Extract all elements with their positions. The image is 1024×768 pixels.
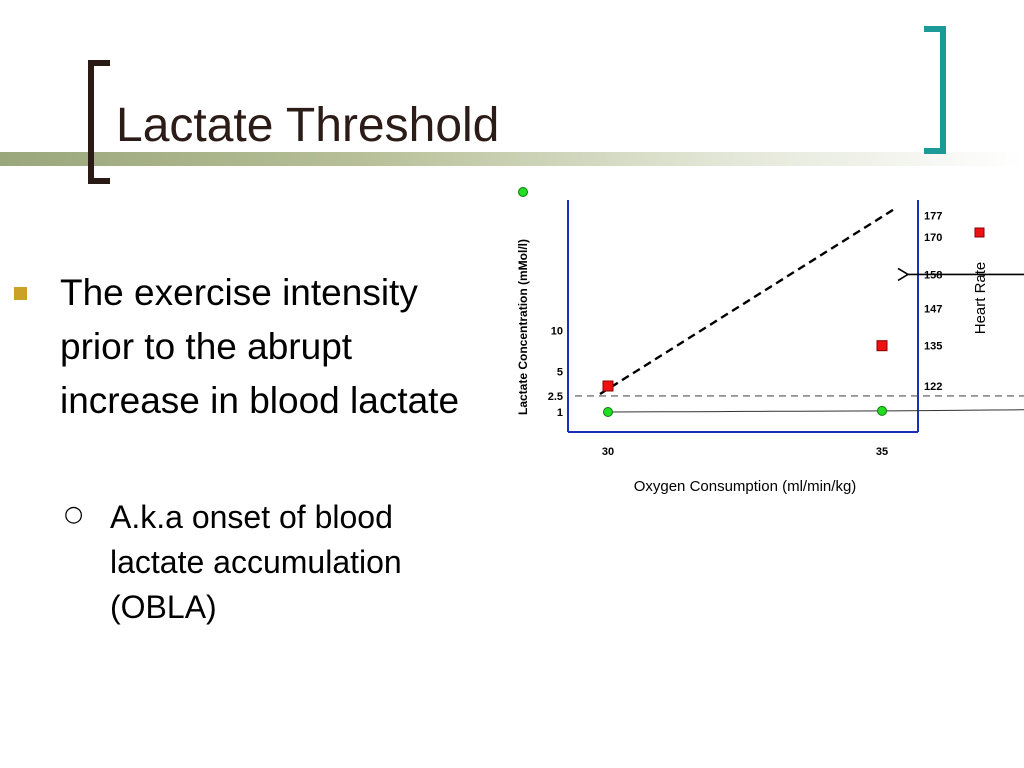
right-arrow-head-icon [898,268,908,280]
lactate-data-point [878,406,887,415]
y-tick-label: 2.5 [547,390,563,403]
y-axis-title: Lactate Concentration (mMol/l) [516,238,530,416]
heart-rate-data-point [603,381,613,391]
y2-tick-label: 147 [924,303,943,316]
y-tick-label: 10 [550,325,563,338]
x-tick-label: 35 [875,446,889,458]
x-tick-label: 30 [601,446,615,458]
lactate-legend-circle-icon [519,188,528,197]
y2-tick-label: 135 [924,340,943,353]
y2-axis-title: Heart Rate [972,261,989,335]
circle-bullet-icon: ○ [64,502,84,527]
lactate-data-point [604,408,613,417]
x-axis-title: Oxygen Consumption (ml/min/kg) [633,478,857,495]
y2-tick-label: 177 [924,210,943,223]
y-tick-label: 5 [556,366,563,379]
bullet-text: The exercise intensity prior to the abrupt increase in blood lactate [60,272,460,421]
heart-rate-legend-square-icon [975,228,984,237]
heart-rate-data-point [877,341,887,351]
y2-tick-label: 170 [924,232,943,245]
slide-title: Lactate Threshold [116,99,500,152]
heart-rate-dashed-line [600,208,896,394]
y2-tick-label: 158 [924,269,943,282]
sub-bullet-text: A.k.a onset of blood lactate accumulation (OBLA) [110,499,402,625]
y-tick-label: 1 [556,407,563,419]
y2-tick-label: 122 [924,381,943,393]
